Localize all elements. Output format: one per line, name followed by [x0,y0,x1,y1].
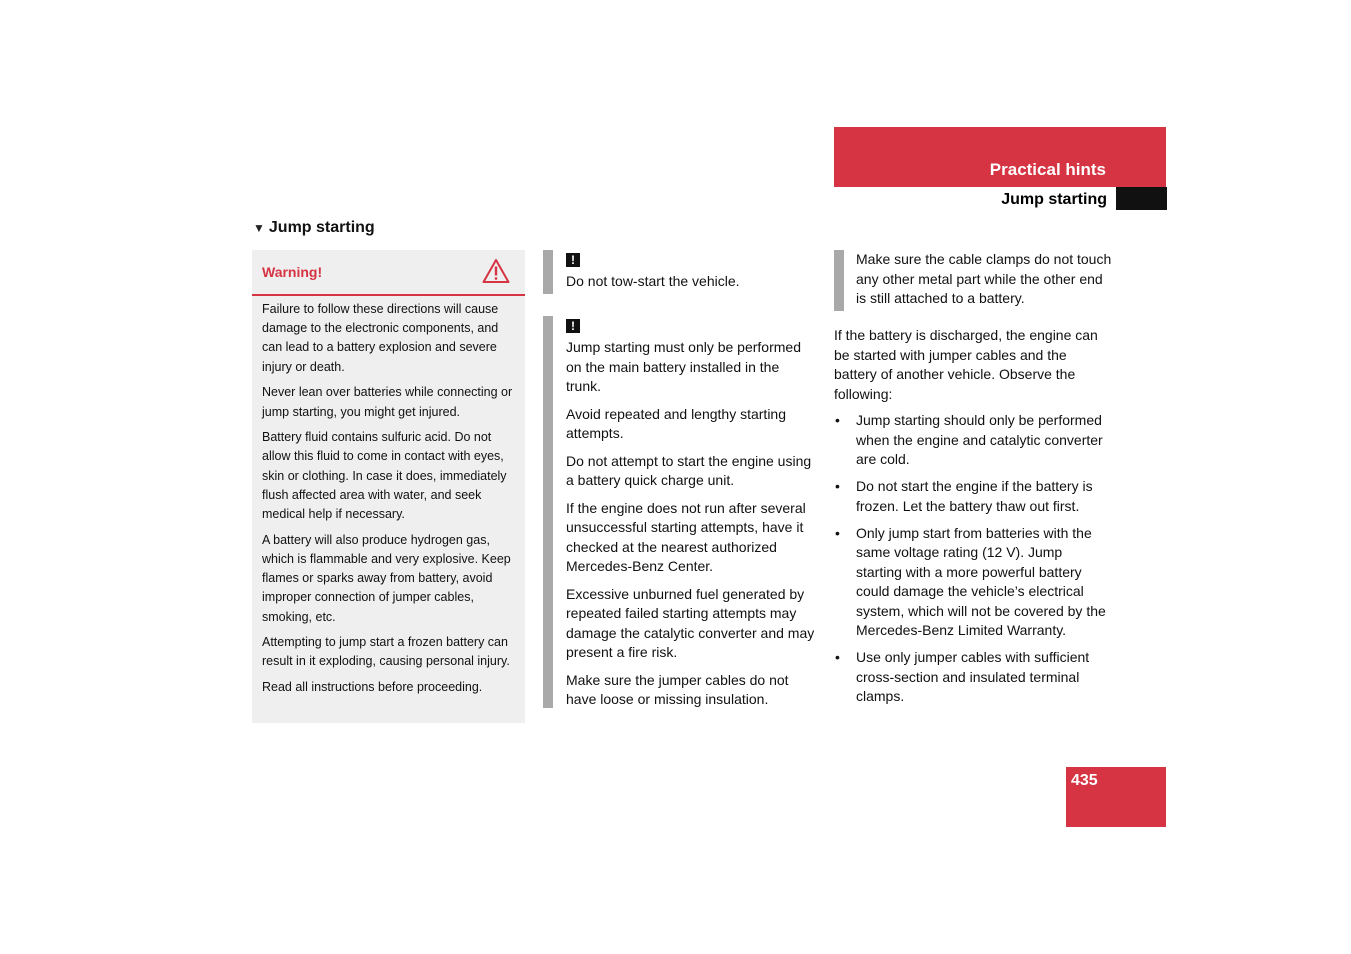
exclamation-icon: ! [566,319,580,333]
section-title: Jump starting [1001,191,1107,208]
notice-content [566,316,818,710]
instructions-column [834,326,1110,714]
notice-paragraph: If the engine does not run after several unsuccessful starting attempts, have it checked at the nearest authorized Mercedes-Benz Center. [566,499,806,574]
intro-paragraph: If the battery is discharged, the engine can be started with jumper cables and the battery of another vehicle. Observe the following: [834,327,1098,402]
warning-paragraph: A battery will also produce hydrogen gas, which is flammable and very explosive. Keep flames or sparks away from battery, avoid improper connection of jumper cables, smoking, etc. [262,532,511,624]
warning-box [252,250,525,723]
list-item-text: Use only jumper cables with sufficient cross-section and insulated terminal clamps. [856,649,1090,704]
notice-bar [543,250,553,294]
tip-box [834,250,1114,309]
bullet-icon: • [835,412,840,428]
list-item [834,477,1110,516]
notice-paragraph: Jump starting must only be performed on the main battery installed in the trunk. [566,339,801,394]
list-item [834,648,1110,707]
list-item [834,411,1110,470]
notice-paragraph: Avoid repeated and lengthy starting attempts. [566,405,787,441]
warning-paragraph: Attempting to jump start a frozen battery can result in it exploding, causing personal injury. [262,635,510,669]
tip-text: Make sure the cable clamps do not touch any other metal part while the other end is still attached to a battery. [856,251,1112,306]
bullet-icon: • [835,649,840,665]
notice-content [566,250,818,292]
warning-title: Warning! [262,264,323,280]
notice-paragraph: Make sure the jumper cables do not have loose or missing insulation. [566,671,789,707]
bullet-icon: • [835,524,840,541]
page-heading-text: Jump starting [268,219,375,236]
warning-paragraph: Battery fluid contains sulfuric acid. Do not allow this fluid to come in contact with eyes, skin or clothing. In case it does, immediately flush affected area with water, and seek medical help if necessary. [262,430,507,522]
notice-box-tow-start [543,250,818,294]
list-item-text: Only jump start from batteries with the same voltage rating (12 V). Jump starting with a more powerful battery could damage the vehicle’s electrical system, which will not be covered by the Mercedes-Benz Limited Warranty. [856,524,1106,638]
notice-bar [543,316,553,708]
page-number: 435 [1071,772,1098,789]
notice-box-jump-start [543,316,818,708]
list-item-text: Do not start the engine if the battery is frozen. Let the battery thaw out first. [856,478,1093,514]
warning-paragraph: Never lean over batteries while connecting or jump starting, you might get injured. [262,385,513,419]
warning-header [252,250,525,296]
bullet-icon: • [835,478,840,494]
section-tab-marker [1116,187,1167,210]
warning-body [252,296,525,697]
notice-paragraph: Do not tow-start the vehicle. [566,273,740,289]
page-number-box [1066,767,1166,827]
warning-paragraph: Read all instructions before proceeding. [262,680,483,695]
page-heading [253,219,375,237]
list-item [834,524,1110,641]
notice-paragraph: Excessive unburned fuel generated by repeated failed starting attempts may damage the catalytic converter and may present a fire risk. [566,585,815,660]
exclamation-icon: ! [566,253,580,267]
notice-paragraph: Do not attempt to start the engine using a battery quick charge unit. [566,452,812,488]
chapter-title: Practical hints [989,160,1106,179]
warning-triangle-icon [482,258,510,284]
chapter-header-bar [834,127,1166,187]
triangle-bullet-icon: ▼ [253,221,265,235]
warning-paragraph: Failure to follow these directions will cause damage to the electronic components, and can lead to a battery explosion and severe injury or death. [262,302,499,374]
list-item-text: Jump starting should only be performed when the engine and catalytic converter are cold. [856,412,1103,467]
bullet-list [834,411,1110,707]
tip-bar [834,250,844,311]
